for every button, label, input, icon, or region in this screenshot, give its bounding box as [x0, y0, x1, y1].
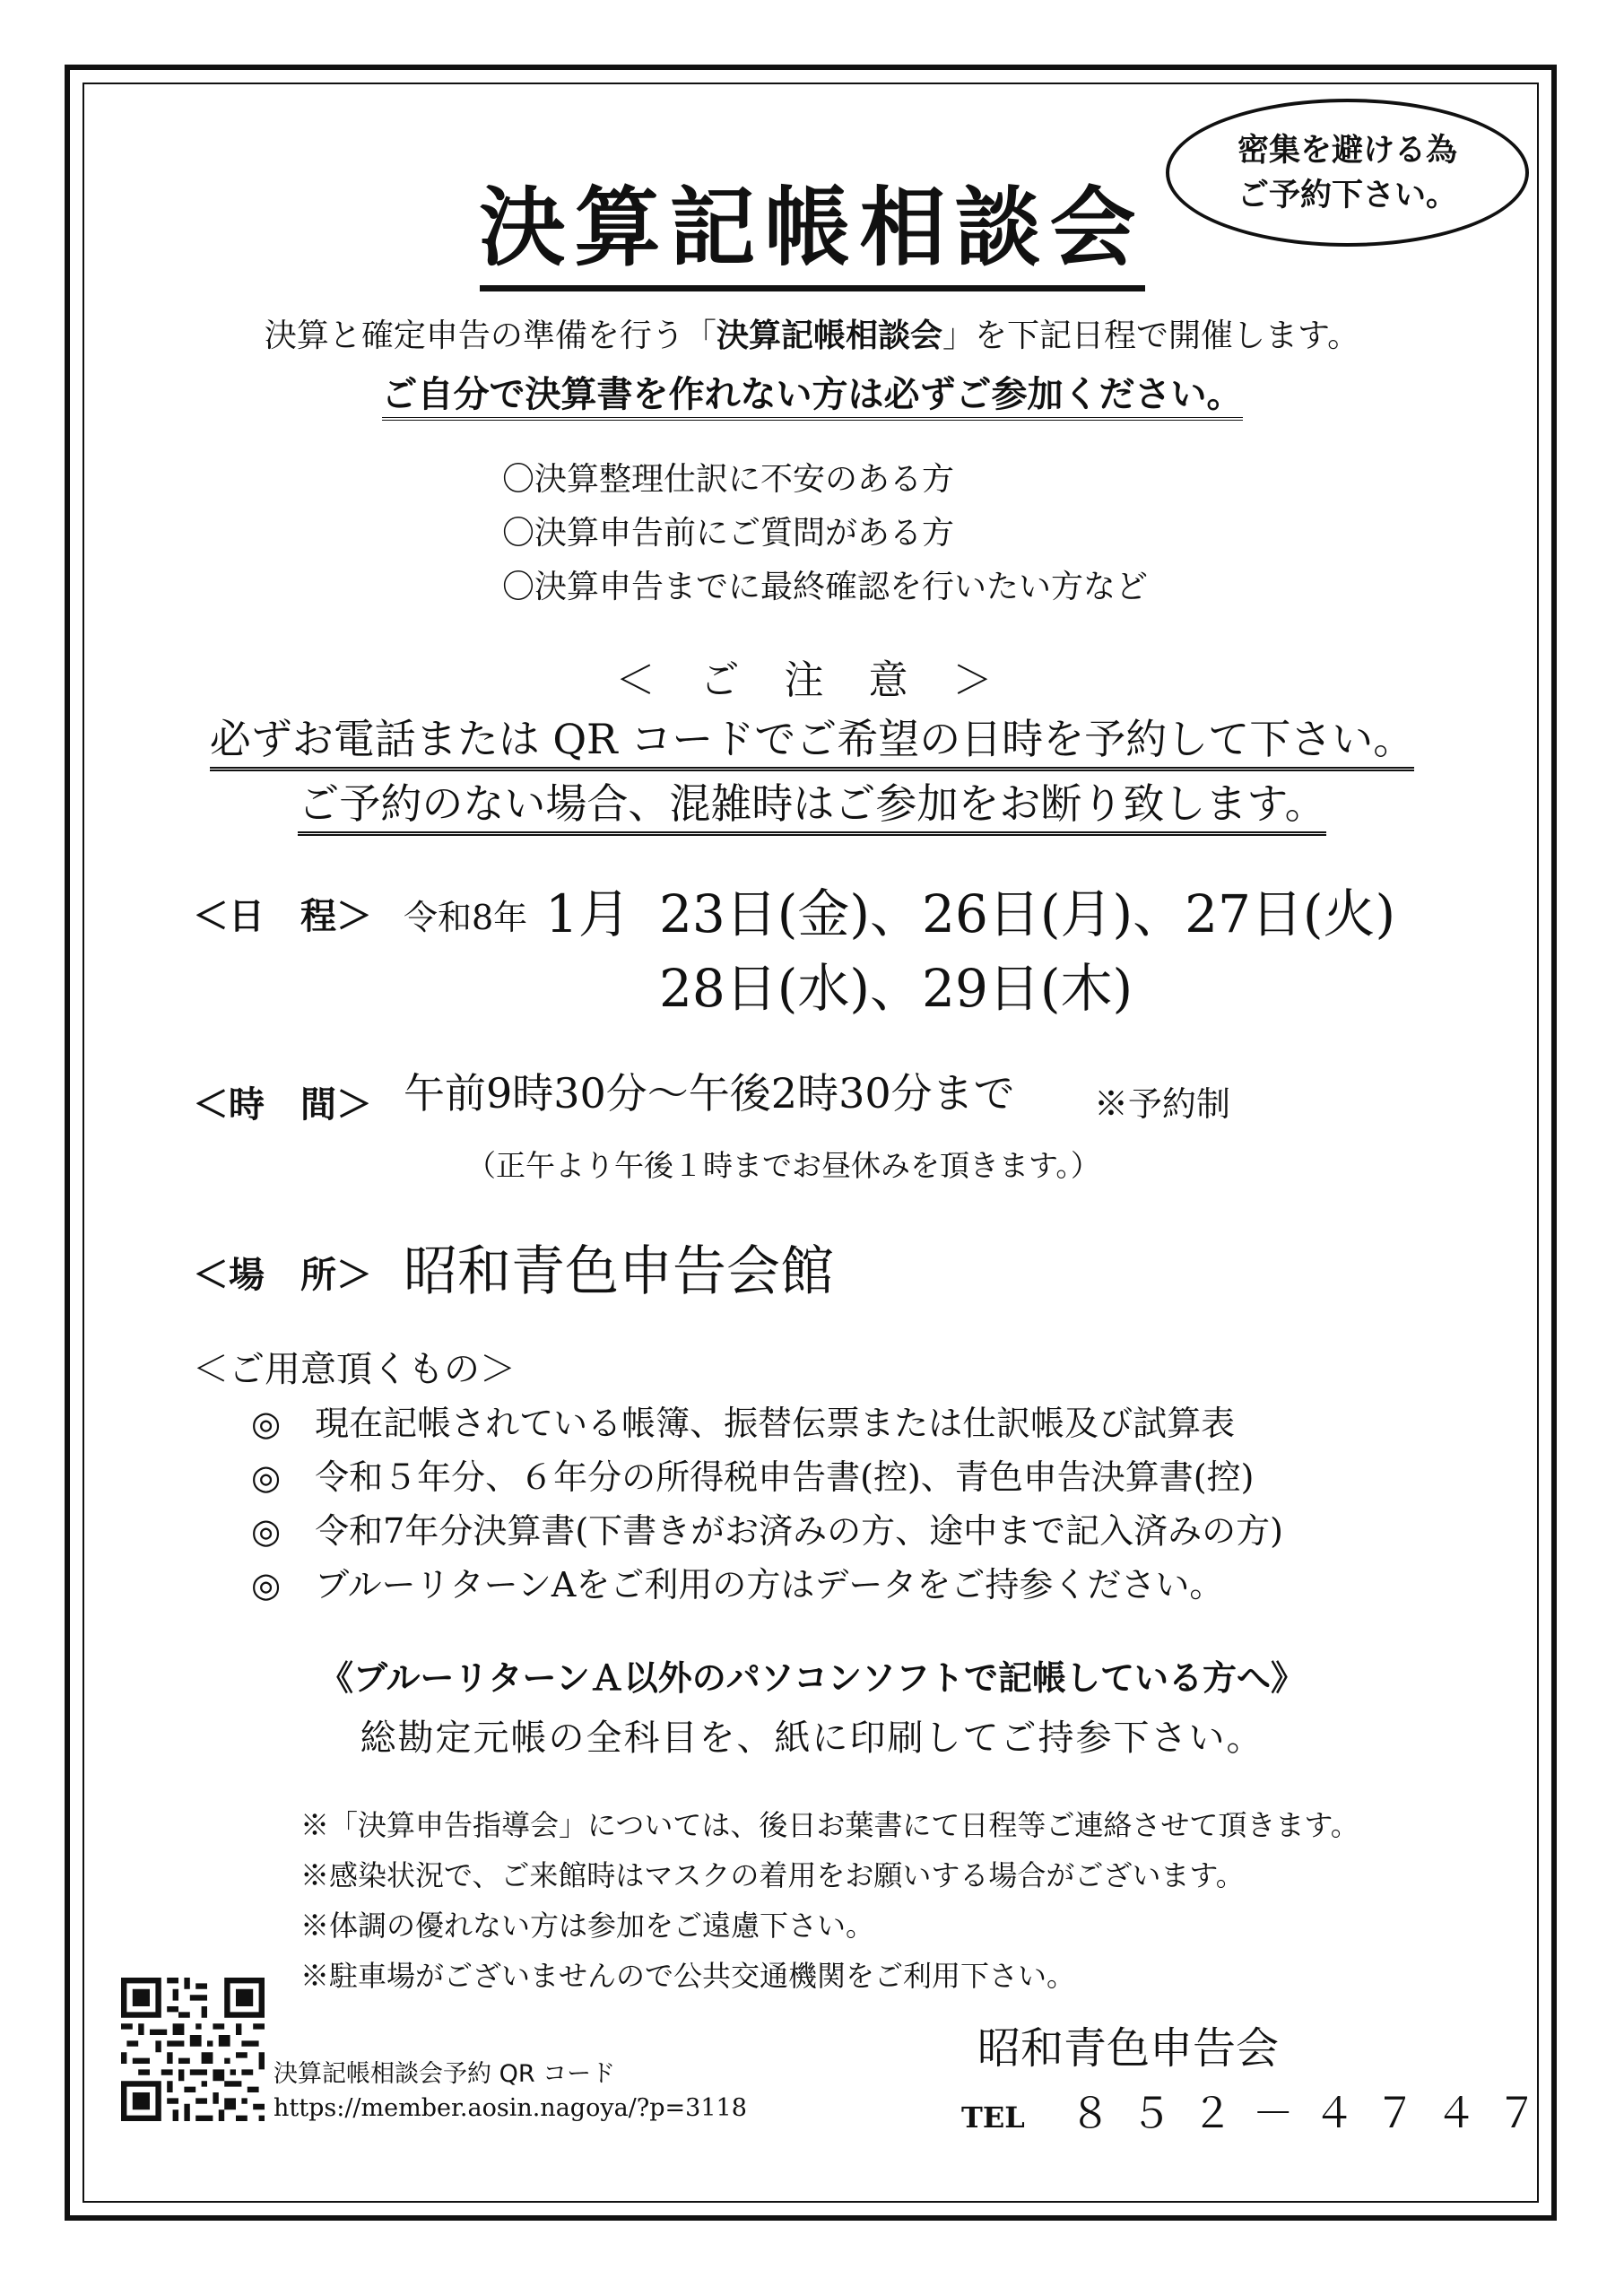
qr-code-label: 決算記帳相談会予約 QR コード: [274, 2060, 616, 2088]
schedule-dates-1: 23日(金)、26日(月)、27日(火): [659, 883, 1396, 944]
qr-code-url[interactable]: https://member.aosin.nagoya/?p=3118: [274, 2094, 747, 2122]
other-software-instruction: 総勘定元帳の全科目を、紙に印刷してご持参下さい。: [360, 1718, 1264, 1759]
caution-heading: ＜ ご 注 意 ＞: [615, 657, 1009, 703]
footnote: ※感染状況で、ご来館時はマスクの着用をお願いする場合がございます。: [300, 1858, 1245, 1892]
page-title: 決算記帳相談会: [0, 160, 1624, 283]
list-item: ◎ 令和7年分決算書(下書きがお済みの方、途中まで記入済みの方): [251, 1511, 1283, 1551]
footnote: ※体調の優れない方は参加をご遠慮下さい。: [300, 1909, 875, 1943]
intro-text: 決算と確定申告の準備を行う「決算記帳相談会」を下記日程で開催します。: [264, 317, 1360, 354]
tel-number[interactable]: ８５２－４７４７: [1069, 2089, 1558, 2137]
lunch-break-note: （正午より午後１時までお昼休みを頂きます。）: [466, 1148, 1100, 1183]
other-software-heading: 《ブルーリターンＡ以外のパソコンソフトで記帳している方へ》: [319, 1658, 1305, 1698]
items-heading: ＜ご用意頂くもの＞: [193, 1349, 516, 1390]
schedule-label: ＜日 程＞: [193, 896, 372, 937]
schedule-dates-2: 28日(水)、29日(木): [659, 958, 1133, 1019]
target-item: 〇決算整理仕訳に不安のある方: [502, 461, 955, 498]
organization-name: 昭和青色申告会: [977, 2023, 1280, 2074]
bubble-line-1: 密集を避ける為: [1237, 132, 1457, 169]
reservation-note: ※予約制: [1094, 1084, 1231, 1124]
event-name: 決算記帳相談会: [716, 317, 942, 354]
schedule-era: 令和8年: [404, 898, 528, 937]
footnote: ※「決算申告指導会」については、後日お葉書にて日程等ご連絡させて頂きます。: [300, 1808, 1359, 1842]
tel-label: TEL: [961, 2100, 1025, 2135]
time-label: ＜時 間＞: [193, 1084, 372, 1126]
schedule-month: 1月: [545, 883, 630, 944]
participation-notice: ご自分で決算書を作れない方は必ずご参加ください。: [0, 366, 1624, 417]
time-value: 午前9時30分～午後2時30分まで: [404, 1069, 1015, 1118]
list-item: ◎ ブルーリターンAをご利用の方はデータをご持参ください。: [251, 1565, 1224, 1605]
list-item: ◎ 令和５年分、６年分の所得税申告書(控)、青色申告決算書(控): [251, 1457, 1255, 1497]
telephone: [961, 2081, 1558, 2140]
target-item: 〇決算申告までに最終確認を行いたい方など: [502, 569, 1149, 605]
reservation-qr-code-icon[interactable]: [121, 1978, 265, 2121]
place-label: ＜場 所＞: [193, 1255, 372, 1296]
bubble-line-2: ご予約下さい。: [1237, 177, 1457, 213]
target-item: 〇決算申告前にご質問がある方: [502, 515, 955, 552]
caution-line-2: ご予約のない場合、混雑時はご参加をお断り致します。: [0, 771, 1624, 831]
place-value: 昭和青色申告会館: [404, 1240, 834, 1303]
footnote: ※駐車場がございませんので公共交通機関をご利用下さい。: [300, 1959, 1076, 1993]
list-item: ◎ 現在記帳されている帳簿、振替伝票または仕訳帳及び試算表: [251, 1404, 1236, 1443]
reservation-bubble: [1166, 99, 1529, 247]
caution-line-1: 必ずお電話または QR コードでご希望の日時を予約して下さい。: [0, 707, 1624, 766]
